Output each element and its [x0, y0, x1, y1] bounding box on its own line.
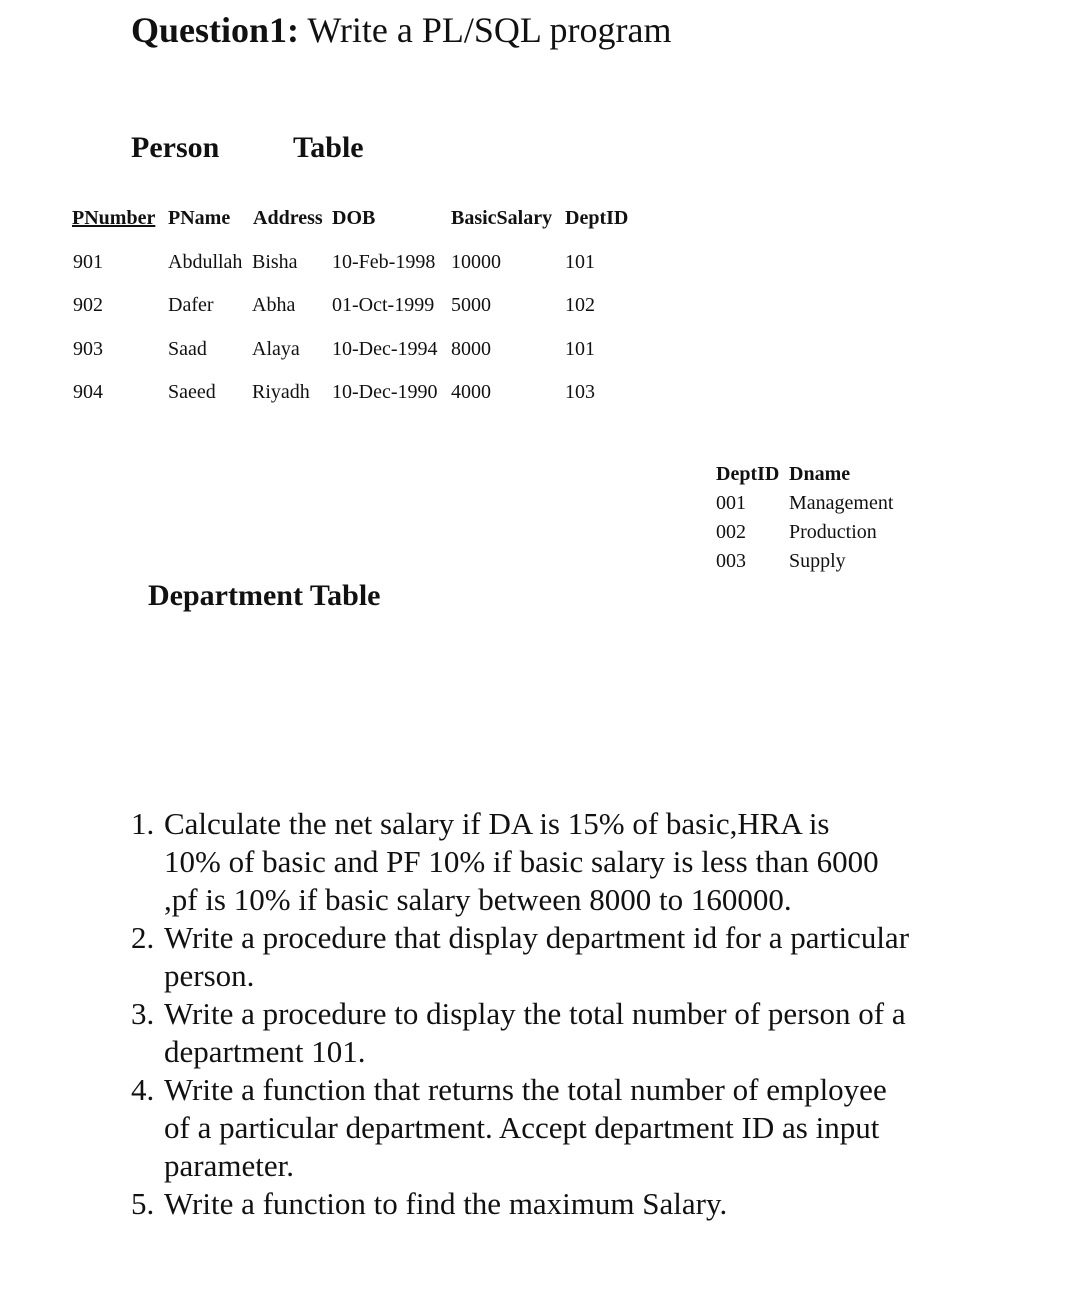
- cell-address: Bisha: [252, 251, 298, 273]
- title-text: Write a PL/SQL program: [299, 10, 672, 50]
- question-line: 10% of basic and PF 10% if basic salary is less than 6000: [164, 844, 879, 879]
- cell-dname: Management: [789, 492, 894, 514]
- cell-dob: 10-Feb-1998: [332, 251, 436, 273]
- cell-pname: Saeed: [168, 381, 216, 403]
- cell-pname: Dafer: [168, 294, 214, 316]
- list-item: [131, 1185, 961, 1223]
- column-header-basicsalary: BasicSalary: [451, 207, 553, 229]
- cell-address: Abha: [252, 294, 296, 316]
- cell-basicsalary: 10000: [451, 251, 501, 273]
- question-line: ,pf is 10% if basic salary between 8000 to 160000.: [164, 882, 792, 917]
- column-header-pname: PName: [168, 207, 231, 229]
- cell-address: Riyadh: [252, 381, 310, 403]
- list-item: [131, 919, 961, 995]
- cell-basicsalary: 5000: [451, 294, 491, 316]
- table-heading-word: Table: [293, 131, 364, 164]
- column-header-pnumber: PNumber: [72, 207, 156, 229]
- question-number: 4.: [131, 1072, 155, 1107]
- list-item: [131, 805, 961, 919]
- question-number: 5.: [131, 1186, 155, 1221]
- person-heading-word: Person: [131, 131, 220, 164]
- cell-deptid: 101: [565, 338, 595, 360]
- question-line: Write a procedure that display department id for a particular: [164, 920, 910, 955]
- cell-dob: 10-Dec-1994: [332, 338, 438, 360]
- question-line: parameter.: [164, 1148, 294, 1183]
- cell-address: Alaya: [252, 338, 300, 360]
- cell-dname: Production: [789, 521, 877, 543]
- page-title: [131, 8, 672, 52]
- question-line: of a particular department. Accept department ID as input: [164, 1110, 880, 1145]
- question-line: person.: [164, 958, 255, 993]
- question-number: 3.: [131, 996, 155, 1031]
- question-list: [131, 805, 961, 1223]
- column-header-deptid: DeptID: [716, 463, 780, 485]
- column-header-dob: DOB: [332, 207, 376, 229]
- cell-deptid: 102: [565, 294, 595, 316]
- title-question-label: Question1:: [131, 10, 300, 50]
- cell-basicsalary: 4000: [451, 381, 491, 403]
- department-table-heading: Department Table: [148, 579, 381, 612]
- question-line: Write a function to find the maximum Salary.: [164, 1186, 728, 1221]
- cell-deptid: 003: [716, 550, 746, 572]
- cell-pnumber: 904: [73, 381, 103, 403]
- cell-deptid: 001: [716, 492, 746, 514]
- cell-basicsalary: 8000: [451, 338, 491, 360]
- column-header-deptid: DeptID: [565, 207, 629, 229]
- cell-pname: Abdullah: [168, 251, 243, 273]
- list-item: [131, 1071, 961, 1185]
- cell-deptid: 101: [565, 251, 595, 273]
- cell-pnumber: 903: [73, 338, 103, 360]
- column-header-address: Address: [253, 207, 323, 229]
- cell-pnumber: 901: [73, 251, 103, 273]
- cell-deptid: 103: [565, 381, 595, 403]
- cell-pname: Saad: [168, 338, 207, 360]
- cell-pnumber: 902: [73, 294, 103, 316]
- list-item: [131, 995, 961, 1071]
- question-line: department 101.: [164, 1034, 366, 1069]
- cell-dname: Supply: [789, 550, 846, 572]
- cell-deptid: 002: [716, 521, 746, 543]
- column-header-dname: Dname: [789, 463, 851, 485]
- question-number: 2.: [131, 920, 155, 955]
- cell-dob: 01-Oct-1999: [332, 294, 435, 316]
- question-line: Calculate the net salary if DA is 15% of basic,HRA is: [164, 806, 830, 841]
- question-line: Write a procedure to display the total number of person of a: [164, 996, 906, 1031]
- cell-dob: 10-Dec-1990: [332, 381, 438, 403]
- question-number: 1.: [131, 806, 155, 841]
- question-line: Write a function that returns the total number of employee: [164, 1072, 887, 1107]
